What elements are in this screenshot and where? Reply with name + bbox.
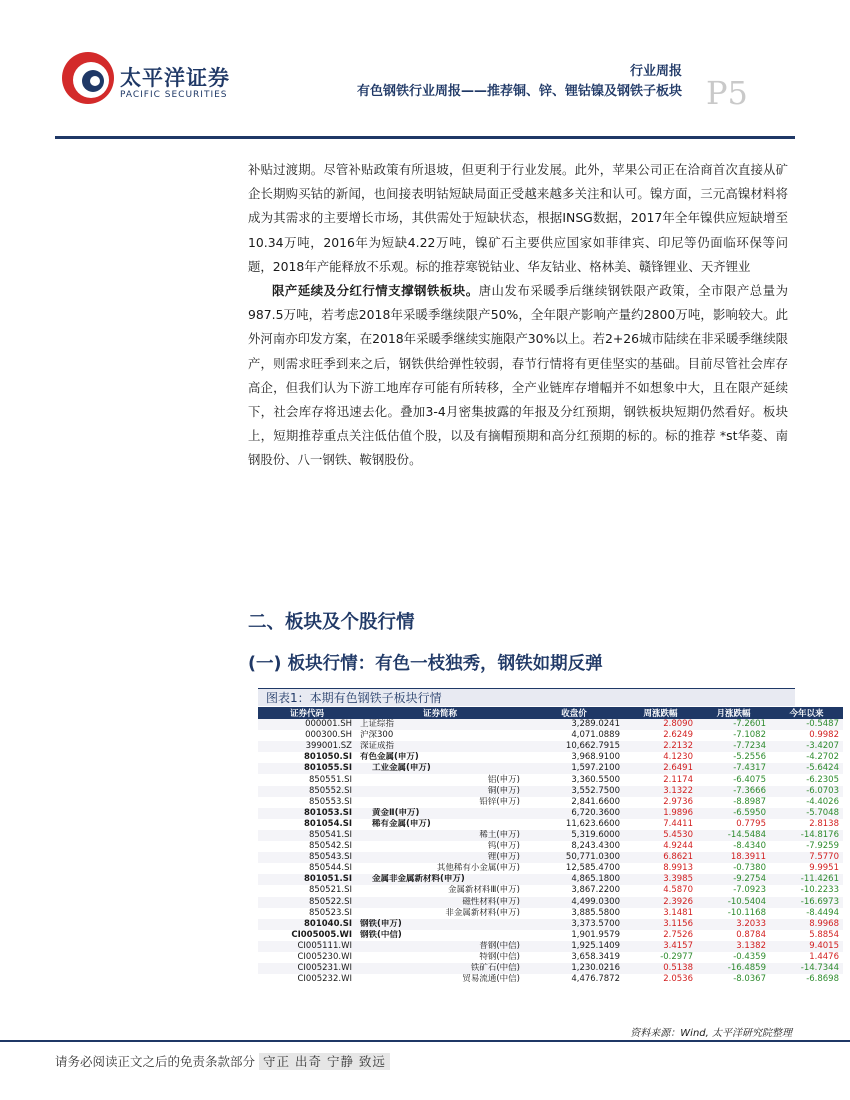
cell-name: 非金属新材料(申万) xyxy=(445,907,520,918)
page-number: P5 xyxy=(706,74,748,112)
cell-code: 801050.SI xyxy=(304,752,352,763)
cell-close: 3,373.5700 xyxy=(524,919,624,930)
table-row xyxy=(258,919,843,930)
cell-name: 铝(申万) xyxy=(487,774,520,785)
cell-code: CI005111.WI xyxy=(258,941,356,952)
cell-ytd-change: -4.2702 xyxy=(806,752,839,763)
footer-divider xyxy=(0,1040,850,1042)
cell-close: 6,720.3600 xyxy=(524,808,624,819)
cell-ytd-change: -7.9259 xyxy=(806,841,839,852)
table-row xyxy=(258,885,843,896)
cell-close: 10,662.7915 xyxy=(524,741,624,752)
cell-code: 850552.SI xyxy=(258,786,356,797)
cell-ytd-change: 5.8854 xyxy=(809,929,839,940)
cell-month-change: -6.5950 xyxy=(697,808,770,819)
cell-month-change: -10.1168 xyxy=(727,907,766,918)
cell-week-change: 2.6249 xyxy=(663,730,693,741)
cell-ytd-change: -11.4261 xyxy=(770,874,843,885)
table-row xyxy=(258,952,843,963)
cell-close: 2,841.6600 xyxy=(571,796,620,807)
cell-ytd-change: -14.7344 xyxy=(770,963,843,974)
cell-close: 3,968.9100 xyxy=(571,752,620,763)
cell-name: 铁矿石(中信) xyxy=(356,963,524,974)
cell-close: 1,901.9579 xyxy=(571,929,620,940)
cell-close: 3,867.2200 xyxy=(571,885,620,896)
cell-ytd-change: -8.4494 xyxy=(806,907,839,918)
header-ytd-change: 今年以来 xyxy=(770,707,843,719)
cell-close: 1,597.2100 xyxy=(524,763,624,774)
cell-name: 稀土(申万) xyxy=(356,830,524,841)
cell-ytd-change: -5.6424 xyxy=(770,763,843,774)
cell-close: 3,658.3419 xyxy=(571,952,620,963)
header-divider xyxy=(55,136,795,139)
cell-ytd-change: 7.5770 xyxy=(770,852,843,863)
cell-week-change: 2.9736 xyxy=(663,796,693,807)
cell-name: 其他稀有小金属(申万) xyxy=(436,863,520,874)
cell-week-change: 4.9244 xyxy=(663,841,693,852)
cell-week-change: 2.8090 xyxy=(624,719,697,730)
cell-month-change: -9.2754 xyxy=(697,874,770,885)
table-row xyxy=(258,797,843,808)
cell-week-change: 2.2132 xyxy=(624,741,697,752)
header-name: 证券简称 xyxy=(356,707,524,719)
cell-month-change: -10.5404 xyxy=(697,897,770,908)
cell-week-change: 7.4411 xyxy=(663,818,693,829)
page-footer xyxy=(55,1052,390,1070)
cell-code: 850544.SI xyxy=(308,863,352,874)
cell-name: 普钢(中信) xyxy=(356,941,524,952)
section-heading: 二、板块及个股行情 xyxy=(248,612,415,633)
cell-name: 工业金属(申万) xyxy=(356,763,524,774)
table-body xyxy=(258,719,843,985)
cell-ytd-change: -6.0703 xyxy=(770,786,843,797)
cell-close: 3,552.7500 xyxy=(524,786,624,797)
footer-motto: 守正 出奇 宁静 致远 xyxy=(259,1053,390,1070)
cell-ytd-change: -4.4026 xyxy=(806,796,839,807)
cell-ytd-change: 9.4015 xyxy=(770,941,843,952)
table-row xyxy=(258,897,843,908)
cell-code: CI005232.WI xyxy=(297,974,352,985)
cell-week-change: 4.5870 xyxy=(663,885,693,896)
cell-close: 1,925.1409 xyxy=(524,941,624,952)
cell-ytd-change: -3.4207 xyxy=(770,741,843,752)
cell-week-change: 5.4530 xyxy=(624,830,697,841)
cell-week-change: 0.5138 xyxy=(624,963,697,974)
cell-code: 850551.SI xyxy=(308,774,352,785)
cell-name: 金属非金属新材料(申万) xyxy=(356,874,524,885)
cell-month-change: -7.3666 xyxy=(697,786,770,797)
cell-name: 贸易流通(中信) xyxy=(462,974,520,985)
cell-close: 3,885.5800 xyxy=(571,907,620,918)
cell-name: 钢铁(中信) xyxy=(360,929,402,940)
cell-close: 4,865.1800 xyxy=(524,874,624,885)
cell-month-change: 0.7795 xyxy=(736,818,766,829)
cell-ytd-change: 0.9982 xyxy=(809,730,839,741)
cell-close: 11,623.6600 xyxy=(565,818,620,829)
footer-disclaimer: 请务必阅读正文之后的免责条款部分 xyxy=(55,1054,256,1069)
table-row xyxy=(258,830,843,841)
table-row xyxy=(258,874,843,885)
logo-chinese-name: 太平洋证券 xyxy=(120,66,230,90)
cell-close: 4,476.7872 xyxy=(571,974,620,985)
cell-name: 深证成指 xyxy=(356,741,524,752)
cell-month-change: -6.4075 xyxy=(733,774,766,785)
figure-title: 图表1：本期有色钢铁子板块行情 xyxy=(258,688,795,706)
cell-name: 沪深300 xyxy=(360,730,394,741)
table-row xyxy=(258,974,843,985)
cell-month-change: 0.8784 xyxy=(736,929,766,940)
cell-code: 850521.SI xyxy=(308,885,352,896)
cell-close: 3,360.5500 xyxy=(571,774,620,785)
table-row xyxy=(258,819,843,830)
paragraph-2-text: 唐山发布采暖季后继续钢铁限产政策，全市限产总量为987.5万吨，若考虑2018年采暖季继续限产50%，全年限产影响产量约2800万吨，影响较大。此外河南亦印发方案，在2018年采暖季继续实施限产30%以上。若2+26城市陆续在非采暖季继续限产，则需求旺季到来之后，钢铁供给弹性较弱，春节行情将有更佳坚实的基础。目前尽管社会库存高企，但我们认为下游工地库存可能有所转移，全产业链库存增幅并不如想象中大，且在限产延续下，社会库存将迅速去化。叠加3-4月密集披露的年报及分红预期，钢铁板块短期仍然看好。板块上，短期推荐重点关注低估值个股，以及有摘帽预期和高分红预期的标的。标的推荐 *st华菱、南钢股份、八一钢铁、鞍钢股份。 xyxy=(248,283,789,468)
cell-week-change: 2.3926 xyxy=(624,897,697,908)
cell-code: 850543.SI xyxy=(258,852,356,863)
cell-month-change: -7.7234 xyxy=(697,741,770,752)
page-header xyxy=(0,0,850,140)
paragraph-2-lead: 限产延续及分红行情支撑钢铁板块。 xyxy=(272,283,479,299)
cell-month-change: -5.2556 xyxy=(733,752,766,763)
body-text xyxy=(248,158,788,473)
cell-ytd-change: -6.2305 xyxy=(806,774,839,785)
cell-ytd-change: -0.5487 xyxy=(770,719,843,730)
cell-close: 8,243.4300 xyxy=(571,841,620,852)
cell-code: 000300.SH xyxy=(305,730,352,741)
paragraph-2 xyxy=(248,279,788,473)
cell-code: 801055.SI xyxy=(258,763,356,774)
cell-name: 磁性材料(申万) xyxy=(356,897,524,908)
cell-week-change: 3.3985 xyxy=(624,874,697,885)
table-row xyxy=(258,852,843,863)
cell-month-change: -14.5484 xyxy=(697,830,770,841)
subsection-heading: (一) 板块行情：有色一枝独秀，钢铁如期反弹 xyxy=(248,654,603,674)
cell-name: 特钢(中信) xyxy=(479,952,520,963)
cell-week-change: 2.1174 xyxy=(663,774,693,785)
cell-month-change: -8.0367 xyxy=(733,974,766,985)
cell-close: 50,771.0300 xyxy=(524,852,624,863)
table-row xyxy=(258,763,843,774)
figure-source: 资料来源：Wind, 太平洋研究院整理 xyxy=(630,1028,792,1039)
cell-code: 801051.SI xyxy=(258,874,356,885)
cell-code: 850553.SI xyxy=(308,796,352,807)
table-row xyxy=(258,786,843,797)
table-row xyxy=(258,963,843,974)
cell-code: 850522.SI xyxy=(258,897,356,908)
cell-week-change: 2.6491 xyxy=(624,763,697,774)
pacific-securities-logo-icon xyxy=(60,50,116,106)
cell-month-change: -7.4317 xyxy=(697,763,770,774)
cell-code: 850523.SI xyxy=(308,907,352,918)
cell-ytd-change: -16.6973 xyxy=(770,897,843,908)
table-row xyxy=(258,730,843,741)
cell-ytd-change: -10.2233 xyxy=(800,885,839,896)
report-type: 行业周报 xyxy=(629,64,682,79)
table-row xyxy=(258,808,843,819)
cell-code: 399001.SZ xyxy=(258,741,356,752)
cell-month-change: -8.4340 xyxy=(733,841,766,852)
cell-week-change: 3.1156 xyxy=(624,919,697,930)
cell-month-change: 3.1382 xyxy=(697,941,770,952)
cell-name: 锂(申万) xyxy=(356,852,524,863)
cell-week-change: 3.1322 xyxy=(624,786,697,797)
paragraph-1: 补贴过渡期。尽管补贴政策有所退坡，但更利于行业发展。此外，苹果公司正在洽商首次直接从矿企长期购买钴的新闻，也间接表明钴短缺局面正受越来越多关注和认可。镍方面，三元高镍材料将成为其需求的主要增长市场，其供需处于短缺状态，根据INSG数据，2017年全年镍供应短缺增至10.34万吨，2016年为短缺4.22万吨，镍矿石主要供应国家如菲律宾、印尼等仍面临环保等问题，2018年产能释放不乐观。标的推荐寒锐钴业、华友钴业、格林美、赣锋锂业、天齐锂业 xyxy=(248,162,788,274)
table-row xyxy=(258,719,843,730)
cell-ytd-change: -5.7048 xyxy=(770,808,843,819)
cell-close: 4,499.0300 xyxy=(524,897,624,908)
cell-code: 850541.SI xyxy=(258,830,356,841)
cell-name: 铅锌(申万) xyxy=(479,796,520,807)
cell-month-change: -0.7380 xyxy=(733,863,766,874)
table-row xyxy=(258,741,843,752)
cell-code: CI005005.WI xyxy=(291,929,352,940)
header-week-change: 周涨跌幅 xyxy=(624,707,697,719)
cell-code: CI005230.WI xyxy=(297,952,352,963)
cell-week-change: -0.2977 xyxy=(660,952,693,963)
cell-ytd-change: 1.4476 xyxy=(809,952,839,963)
cell-name: 稀有金属(申万) xyxy=(372,818,431,829)
cell-code: CI005231.WI xyxy=(258,963,356,974)
cell-name: 有色金属(申万) xyxy=(360,752,419,763)
table-row xyxy=(258,941,843,952)
cell-week-change: 2.0536 xyxy=(663,974,693,985)
cell-close: 12,585.4700 xyxy=(565,863,620,874)
cell-name: 黄金Ⅱ(申万) xyxy=(356,808,524,819)
cell-week-change: 6.8621 xyxy=(624,852,697,863)
sector-performance-table xyxy=(258,707,843,985)
table-row xyxy=(258,841,843,852)
header-code: 证券代码 xyxy=(258,707,356,719)
cell-month-change: -7.0923 xyxy=(733,885,766,896)
cell-name: 金属新材料Ⅲ(申万) xyxy=(448,885,520,896)
cell-week-change: 4.1230 xyxy=(663,752,693,763)
cell-week-change: 3.4157 xyxy=(624,941,697,952)
cell-ytd-change: -6.8698 xyxy=(806,974,839,985)
cell-month-change: 18.3911 xyxy=(697,852,770,863)
table-row xyxy=(258,774,843,785)
cell-name: 钨(申万) xyxy=(487,841,520,852)
cell-code: 801040.SI xyxy=(258,919,356,930)
cell-close: 4,071.0889 xyxy=(571,730,620,741)
logo-english-name: PACIFIC SECURITIES xyxy=(120,90,228,100)
cell-code: 000001.SH xyxy=(258,719,356,730)
cell-week-change: 3.1481 xyxy=(663,907,693,918)
header-close: 收盘价 xyxy=(524,707,624,719)
cell-close: 3,289.0241 xyxy=(524,719,624,730)
cell-month-change: -7.1082 xyxy=(733,730,766,741)
cell-name: 铜(申万) xyxy=(356,786,524,797)
cell-code: 850542.SI xyxy=(308,841,352,852)
cell-month-change: -0.4359 xyxy=(733,952,766,963)
table-row xyxy=(258,930,843,941)
cell-week-change: 2.7526 xyxy=(663,929,693,940)
cell-name: 上证综指 xyxy=(356,719,524,730)
cell-month-change: -7.2601 xyxy=(697,719,770,730)
cell-ytd-change: 2.8138 xyxy=(809,818,839,829)
cell-month-change: -8.8987 xyxy=(733,796,766,807)
cell-code: 801054.SI xyxy=(304,818,352,829)
cell-month-change: -16.4859 xyxy=(697,963,770,974)
cell-close: 5,319.6000 xyxy=(524,830,624,841)
cell-ytd-change: -14.8176 xyxy=(770,830,843,841)
cell-code: 801053.SI xyxy=(258,808,356,819)
cell-week-change: 1.9896 xyxy=(624,808,697,819)
cell-ytd-change: 9.9951 xyxy=(809,863,839,874)
cell-week-change: 8.9913 xyxy=(663,863,693,874)
table-row xyxy=(258,752,843,763)
header-month-change: 月涨跌幅 xyxy=(697,707,770,719)
cell-close: 1,230.0216 xyxy=(524,963,624,974)
table-header-row xyxy=(258,707,843,719)
cell-ytd-change: 8.9968 xyxy=(770,919,843,930)
cell-name: 钢铁(申万) xyxy=(356,919,524,930)
table-row xyxy=(258,908,843,919)
report-title: 有色钢铁行业周报——推荐铜、锌、锂钴镍及钢铁子板块 xyxy=(356,84,682,99)
table-row xyxy=(258,863,843,874)
cell-month-change: 3.2033 xyxy=(697,919,770,930)
